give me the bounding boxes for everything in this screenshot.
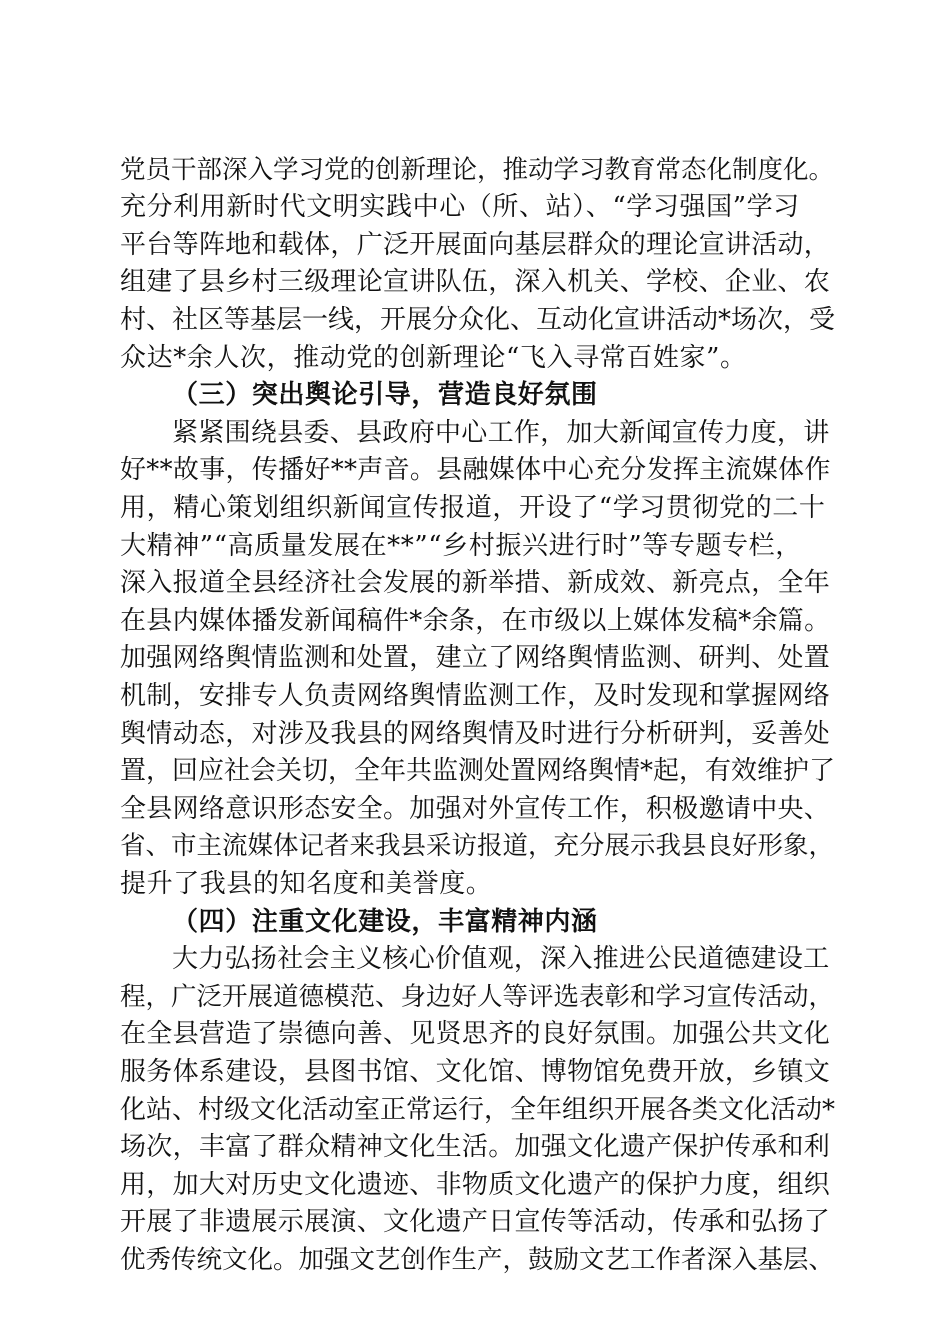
body-line-30: 优秀传统文化。加强文艺创作生产，鼓励文艺工作者深入基层、 xyxy=(120,1245,835,1275)
section-heading-4: （四）注重文化建设，丰富精神内涵 xyxy=(172,907,598,937)
body-line-11: 大精神”“高质量发展在**”“乡村振兴进行时”等专题专栏， xyxy=(120,531,802,561)
body-line-27: 场次，丰富了群众精神文化生活。加强文化遗产保护传承和利 xyxy=(120,1132,831,1162)
body-line-8: 紧紧围绕县委、县政府中心工作，加大新闻宣传力度，讲 xyxy=(172,418,830,448)
body-line-23: 程，广泛开展道德模范、身边好人等评选表彰和学习宣传活动， xyxy=(120,982,835,1012)
body-line-5: 村、社区等基层一线，开展分众化、互动化宣讲活动*场次，受 xyxy=(120,305,836,335)
body-line-19: 省、市主流媒体记者来我县采访报道，充分展示我县良好形象， xyxy=(120,831,835,861)
body-line-29: 开展了非遗展示展演、文化遗产日宣传等活动，传承和弘扬了 xyxy=(120,1207,831,1237)
body-line-16: 舆情动态，对涉及我县的网络舆情及时进行分析研判，妥善处 xyxy=(120,719,831,749)
body-line-28: 用，加大对历史文化遗迹、非物质文化遗产的保护力度，组织 xyxy=(120,1170,831,1200)
body-line-14: 加强网络舆情监测和处置，建立了网络舆情监测、研判、处置 xyxy=(120,643,831,673)
body-line-2: 充分利用新时代文明实践中心（所、站）、“学习强国”学习 xyxy=(120,192,800,222)
body-line-26: 化站、村级文化活动室正常运行，全年组织开展各类文化活动* xyxy=(120,1095,836,1125)
body-line-6: 众达*余人次，推动党的创新理论“飞入寻常百姓家”。 xyxy=(120,343,747,373)
body-line-3: 平台等阵地和载体，广泛开展面向基层群众的理论宣讲活动， xyxy=(120,230,831,260)
body-line-4: 组建了县乡村三级理论宣讲队伍，深入机关、学校、企业、农 xyxy=(120,267,831,297)
body-line-18: 全县网络意识形态安全。加强对外宣传工作，积极邀请中央、 xyxy=(120,794,831,824)
body-line-25: 服务体系建设，县图书馆、文化馆、博物馆免费开放，乡镇文 xyxy=(120,1057,831,1087)
body-line-1: 党员干部深入学习党的创新理论，推动学习教育常态化制度化。 xyxy=(120,155,835,185)
body-line-20: 提升了我县的知名度和美誉度。 xyxy=(120,869,493,899)
body-line-17: 置，回应社会关切，全年共监测处置网络舆情*起，有效维护了 xyxy=(120,756,836,786)
section-heading-3: （三）突出舆论引导，营造良好氛围 xyxy=(172,380,598,410)
body-line-9: 好**故事，传播好**声音。县融媒体中心充分发挥主流媒体作 xyxy=(120,455,831,485)
body-line-22: 大力弘扬社会主义核心价值观，深入推进公民道德建设工 xyxy=(172,944,830,974)
body-line-24: 在全县营造了崇德向善、见贤思齐的良好氛围。加强公共文化 xyxy=(120,1019,831,1049)
body-line-15: 机制，安排专人负责网络舆情监测工作，及时发现和掌握网络 xyxy=(120,681,831,711)
body-line-12: 深入报道全县经济社会发展的新举措、新成效、新亮点，全年 xyxy=(120,568,831,598)
body-line-13: 在县内媒体播发新闻稿件*余条，在市级以上媒体发稿*余篇。 xyxy=(120,606,831,636)
body-line-10: 用，精心策划组织新闻宣传报道，开设了“学习贯彻党的二十 xyxy=(120,493,826,523)
